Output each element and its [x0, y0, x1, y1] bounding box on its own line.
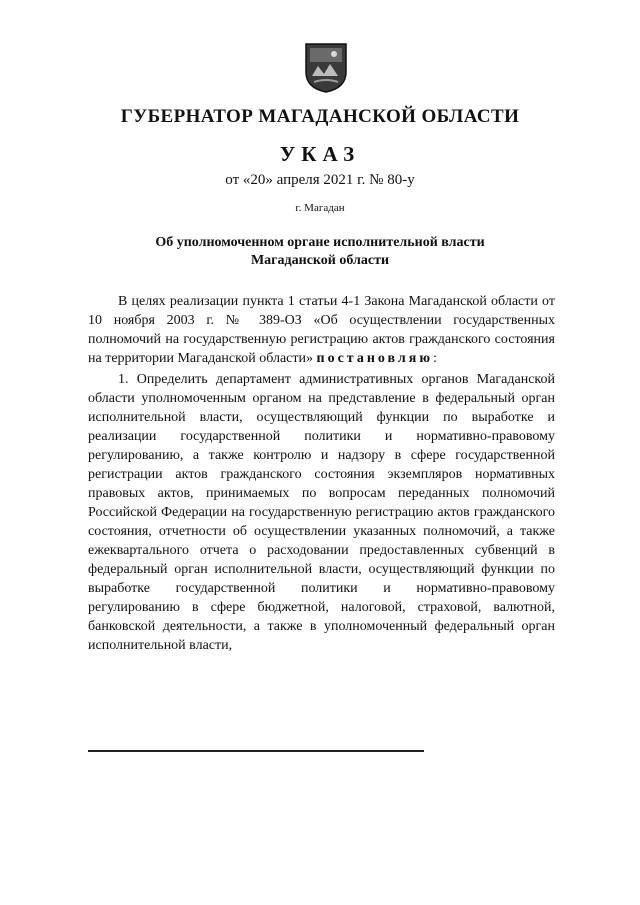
document-heading	[120, 234, 520, 270]
heading-line-1: Об уполномоченном органе исполнительной власти	[155, 235, 485, 250]
paragraph-clause-1: 1. Определить департамент административных органов Магаданской области уполномоченным органом на представление в федеральный орган исполнительной власти, осуществляющий функции по выработке и реализации государственной политики и нормативно-правовому регулированию, а также контролю и надзору в сфере государственной регистрации актов гражданского состояния экземпляров нормативных правовых актов, принимаемых по вопросам переданных полномочий Российской Федерации на государственную регистрацию актов гражданского состояния, отчетности об осуществлении указанных полномочий, а также ежеквартального отчета о расходовании предоставленных субвенций в федеральный орган исполнительной власти, осуществляющий функции по выработке государственной политики и нормативно-правовому регулированию в сфере бюджетной, налоговой, страховой, валютной, банковской деятельности, а также в уполномоченный федеральный орган исполнительной власти,	[88, 372, 555, 653]
document-type: УКАЗ	[279, 142, 361, 166]
coat-of-arms-icon	[304, 42, 348, 94]
postanovlyayu-word: постановляю	[316, 351, 434, 366]
document-body	[88, 292, 555, 655]
paragraph-preamble	[88, 292, 555, 368]
preamble-text: В целях реализации пункта 1 статьи 4-1 Закона Магаданской области от 10 ноября 2003 г. № 389-ОЗ «Об осуществлении государственных полномочий на государственную регистрацию актов гражданского состояния на территории Магаданской области»	[88, 294, 555, 366]
page-bottom-rule	[88, 750, 424, 752]
date-line: от «20» апреля 2021 г. № 80-у	[225, 172, 415, 188]
authority-title: ГУБЕРНАТОР МАГАДАНСКОЙ ОБЛАСТИ	[120, 106, 520, 127]
preamble-colon: :	[433, 351, 437, 366]
city-line: г. Магадан	[295, 202, 345, 214]
heading-line-2: Магаданской области	[250, 253, 390, 268]
